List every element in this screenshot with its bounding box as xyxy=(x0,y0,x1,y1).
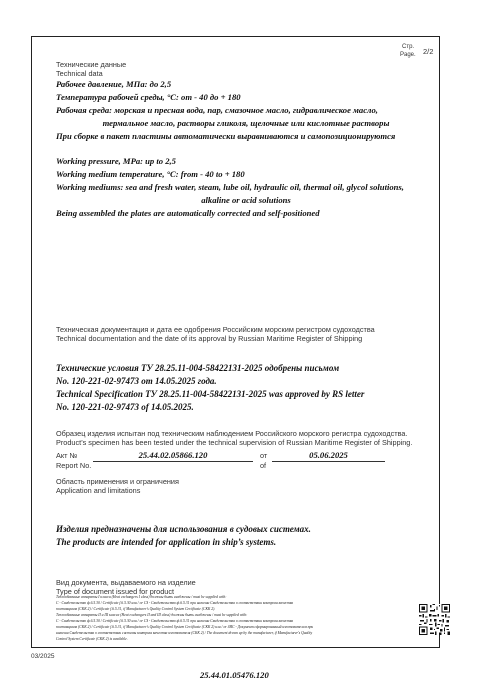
tech-ru-line: При сборке в пакет пластины автоматически выравниваются и самопозиционируются xyxy=(56,131,396,141)
doctype-fine-line: Теплообменные аппараты II и III класса (Heat exchangers II and III class) должны быть снабжены / must be supplied with: xyxy=(56,613,248,617)
doctype-fine-line: наличии Свидетельства о соответствии системы контроля качества изготовителя (СКК 2) / The document drawn up by the manufacturer, if Manufacturer's Quality xyxy=(56,631,313,635)
doctype-label-ru: Вид документа, выдаваемого на изделие xyxy=(56,578,196,587)
tech-en-line: Working medium temperature, °C: from - 40 to + 180 xyxy=(56,169,245,179)
tech-title-en: Technical data xyxy=(56,69,103,78)
approval-label-en: Technical documentation and the date of its approval by Russian Maritime Register of Shipping xyxy=(56,334,363,343)
footer-number: 25.44.01.05476.120 xyxy=(200,670,269,680)
tech-ru-line: Рабочее давление, МПа: до 2,5 xyxy=(56,79,172,89)
report-date-label-ru: от xyxy=(260,451,268,460)
approval-line: Технические условия ТУ 28.25.11-004-58422131-2025 одобрены письмом xyxy=(56,363,340,373)
page-label-ru: Стр. xyxy=(402,44,415,50)
doctype-fine-line: поставщиков (СКК 2) / Certificate f.6.5.31, if Manufacturer's Quality Control System Certificate (CKK 2). xyxy=(56,607,216,611)
tech-en-line: Being assembled the plates are automatically corrected and self-positioned xyxy=(56,208,320,218)
application-ru: Изделия предназначены для использования в судовых системах. xyxy=(56,524,311,534)
application-label-ru: Область применения и ограничения xyxy=(56,477,179,486)
approval-line: No. 120-221-02-97473 от 14.05.2025 года. xyxy=(56,376,217,386)
report-number: 25.44.02.05866.120 xyxy=(138,450,208,460)
doctype-fine-line: Теплообменные аппараты I класса (Heat exchangers I class) должны быть снабжены / must be supplied with: xyxy=(56,595,227,599)
report-label-en: Report No. xyxy=(56,461,92,470)
tech-en-line: alkaline or acid solutions xyxy=(201,195,291,205)
qr-code xyxy=(419,604,450,635)
approval-line: Technical Specification ТУ 28.25.11-004-58422131-2025 was approved by RS letter xyxy=(56,389,365,399)
report-date-underline xyxy=(272,461,385,462)
tech-en-line: Working mediums: sea and fresh water, steam, lube oil, hydraulic oil, thermal oil, glycol solutions, xyxy=(56,182,404,192)
report-date: 05.06.2025 xyxy=(309,450,348,460)
specimen-en: Product’s specimen has been tested under the technical supervision of Russian Maritime Register of Shipping. xyxy=(56,438,413,447)
footer-date: 03/2025 xyxy=(31,653,55,660)
doctype-fine-line: С - Свидетельство ф.6.5.30 / Certificate f.6.5.30 или / or СЗ - Свидетельство ф.6.5.31 при наличии Свидетельства о соответствии контроля качества xyxy=(56,619,294,623)
doctype-label-en: Type of document issued for product xyxy=(56,587,175,596)
page-number: 2/2 xyxy=(423,47,434,56)
report-number-underline xyxy=(93,461,253,462)
tech-en-line: Working pressure, MPa: up to 2,5 xyxy=(56,156,176,166)
tech-ru-line: термальное масло, растворы гликоля, щелочные или кислотные растворы xyxy=(102,118,390,128)
tech-title-ru: Технические данные xyxy=(56,60,127,69)
doctype-fine-line: поставщиков (СКК 2) / Certificate f.6.5.31, if Manufacturer's Quality Control System Certificate (CKK 2) или / or ЗИС - Документ сформированный изготовителем при xyxy=(56,625,314,629)
approval-line: No. 120-221-02-97473 of 14.05.2025. xyxy=(56,402,194,412)
report-label-ru: Акт № xyxy=(56,451,78,460)
page-label-en: Page. xyxy=(400,52,416,58)
application-en: The products are intended for application in ship’s systems. xyxy=(56,537,277,547)
report-date-label-en: of xyxy=(260,461,267,470)
specimen-ru: Образец изделия испытан под техническим наблюдением Российского морского регистра судоходства. xyxy=(56,429,408,438)
doctype-fine-line: С - Свидетельство ф.6.5.30 / Certificate f.6.5.30 или / or СЗ - Свидетельство ф.6.5.31 при наличии Свидетельства о соответствии контроля качества xyxy=(56,601,294,605)
approval-label-ru: Техническая документация и дата ее одобрения Российским морским регистром судоходства xyxy=(56,325,375,334)
tech-ru-line: Температура рабочей среды, °С: от - 40 до + 180 xyxy=(56,92,241,102)
application-label-en: Application and limitations xyxy=(56,486,141,495)
tech-ru-line: Рабочая среда: морская и пресная вода, пар, смазочное масло, гидравлическое масло, xyxy=(56,105,378,115)
doctype-fine-line: Control System Certificate (CKK 2) is available. xyxy=(56,637,128,641)
